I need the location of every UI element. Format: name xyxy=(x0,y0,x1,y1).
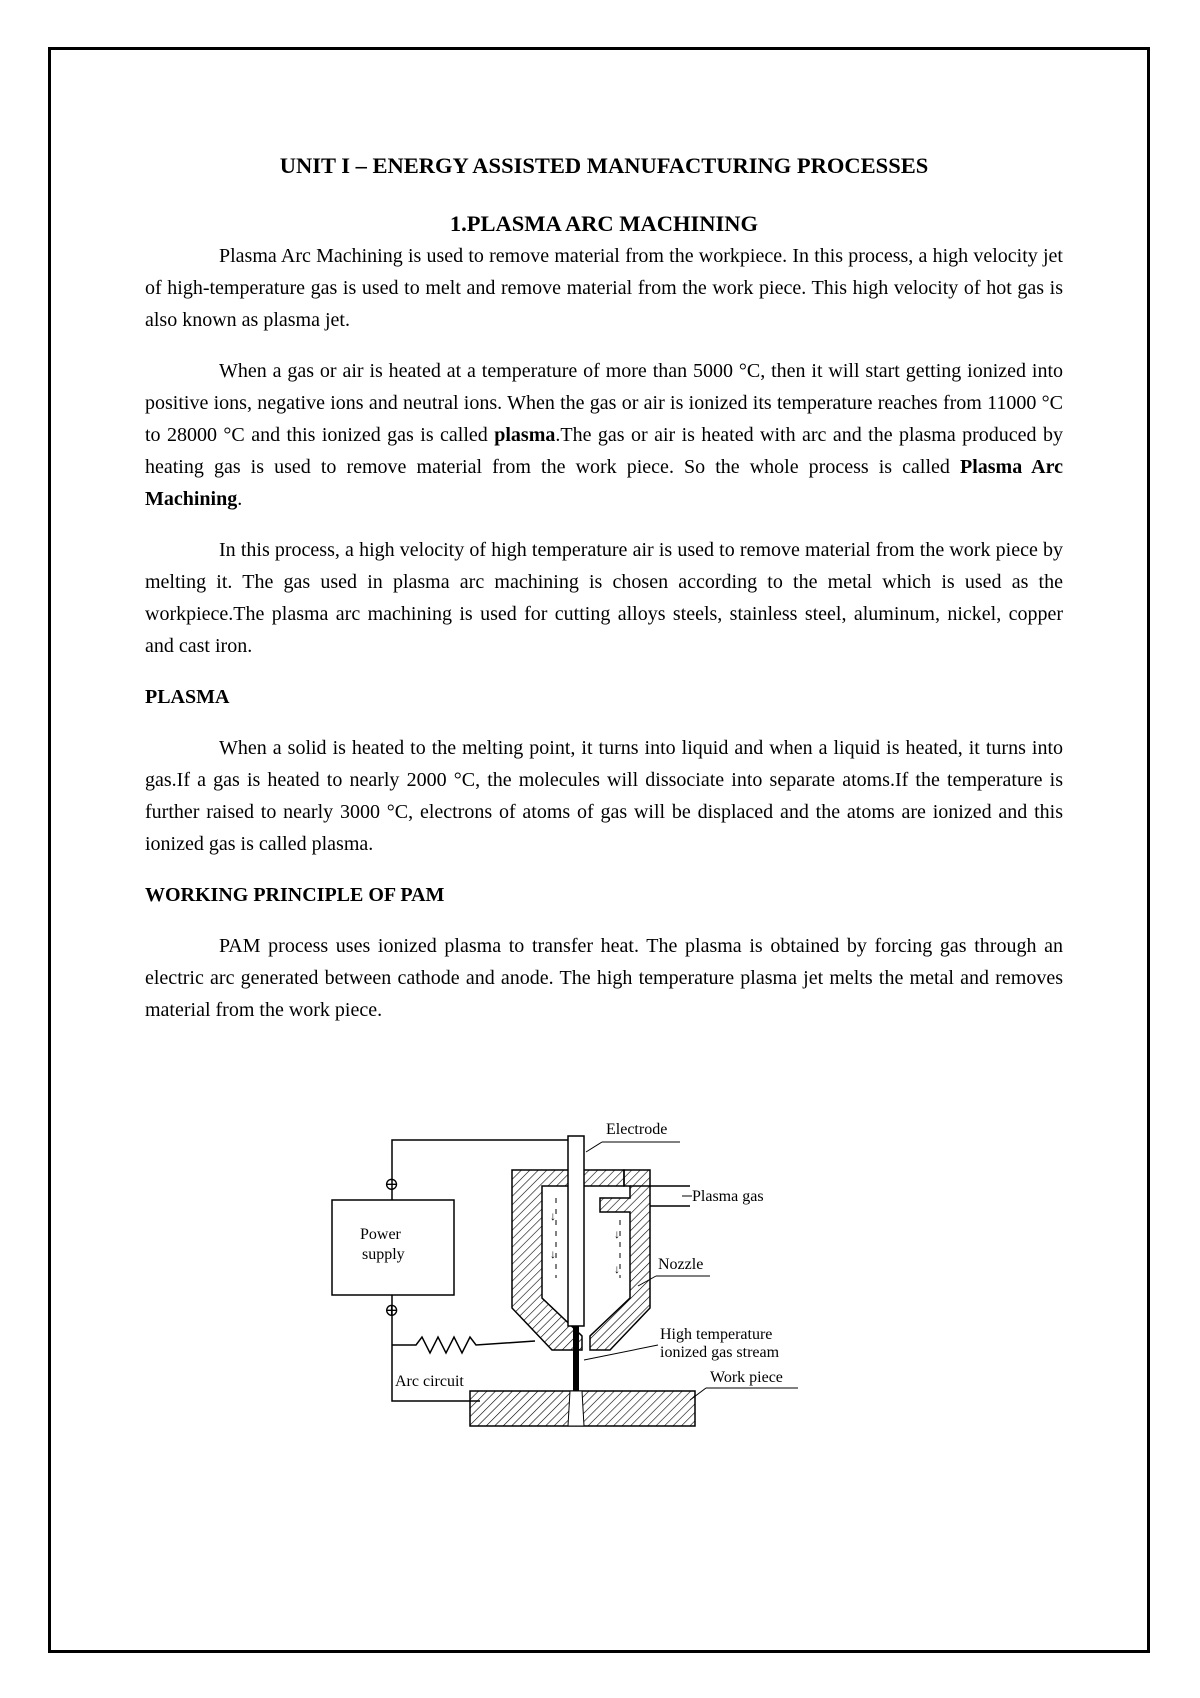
flow-arrow-icon: ↓ xyxy=(614,1227,620,1241)
para2-text-2: .The gas or air is heated with arc and the plasma produced by heating gas is used to remove material from the work piece. So the whole process is called xyxy=(145,424,1063,478)
para2-bold-plasma: plasma xyxy=(494,424,556,446)
power-label-2: supply xyxy=(362,1246,405,1263)
arc-circuit-resistor xyxy=(392,1337,535,1353)
flow-arrow-icon: ↓ xyxy=(550,1209,556,1223)
flow-arrow-icon: ↓ xyxy=(550,1247,556,1261)
paragraph-process: In this process, a high velocity of high temperature air is used to remove material from the work piece by melting it. The gas used in plasma arc machining is chosen according to the metal which is used as the workpiece.The plasma arc machining is used for cutting alloys steels, stainless steel, aluminum, nickel, copper and cast iron. xyxy=(145,539,1063,657)
heading-plasma: PLASMA xyxy=(145,686,230,708)
electrode xyxy=(568,1136,584,1326)
flow-arrow-icon: ↓ xyxy=(614,1262,620,1276)
para2-text-1: When a gas or air is heated at a temperature of more than 5000 °C, then it will start getting ionized into positive ions, negative ions and neutral ions. When the gas or air is ionized its temperature reaches from 11000 °C to 28000 °C and this ionized gas is called xyxy=(145,360,1063,446)
label-nozzle: Nozzle xyxy=(658,1256,704,1273)
para2-bold-pam: Plasma Arc Machining xyxy=(145,456,1064,510)
label-plasma-gas: Plasma gas xyxy=(692,1188,764,1205)
arc-circuit-label: Arc circuit xyxy=(395,1373,464,1390)
unit-title: UNIT I – ENERGY ASSISTED MANUFACTURING PROCESSES xyxy=(279,153,929,178)
minus-terminal-icon: ⊖ xyxy=(384,1174,400,1194)
paragraph-intro: Plasma Arc Machining is used to remove material from the workpiece. In this process, a high velocity jet of high-temperature gas is used to melt and remove material from the work piece. This high velocity of hot gas is also known as plasma jet. xyxy=(145,245,1063,331)
label-work-piece: Work piece xyxy=(710,1369,783,1386)
section-title: 1.PLASMA ARC MACHINING xyxy=(449,211,759,236)
label-high-temp-2: ionized gas stream xyxy=(660,1344,780,1361)
para2-text-3: . xyxy=(237,488,243,510)
paragraph-working: PAM process uses ionized plasma to transfer heat. The plasma is obtained by forcing gas through an electric arc generated between cathode and anode. The high temperature plasma jet melts the metal and removes material from the work piece. xyxy=(145,935,1063,1021)
kerf-cut xyxy=(568,1391,584,1426)
plus-terminal-icon: ⊕ xyxy=(384,1300,400,1320)
power-label-1: Power xyxy=(360,1226,401,1243)
label-high-temp-1: High temperature xyxy=(660,1326,773,1343)
paragraph-plasma: When a solid is heated to the melting point, it turns into liquid and when a liquid is heated, it turns into gas.If a gas is heated to nearly 2000 °C, the molecules will dissociate into separate atoms.If the temperature is further raised to nearly 3000 °C, electrons of atoms of gas will be displaced and the atoms are ionized and this ionized gas is called plasma. xyxy=(145,737,1063,855)
heading-working-principle: WORKING PRINCIPLE OF PAM xyxy=(145,884,445,906)
nozzle-right-wall xyxy=(590,1170,650,1350)
paragraph-plasma-definition xyxy=(145,355,1063,515)
label-electrode: Electrode xyxy=(606,1121,668,1138)
pam-diagram xyxy=(320,1108,880,1448)
document-body xyxy=(145,150,1063,1026)
